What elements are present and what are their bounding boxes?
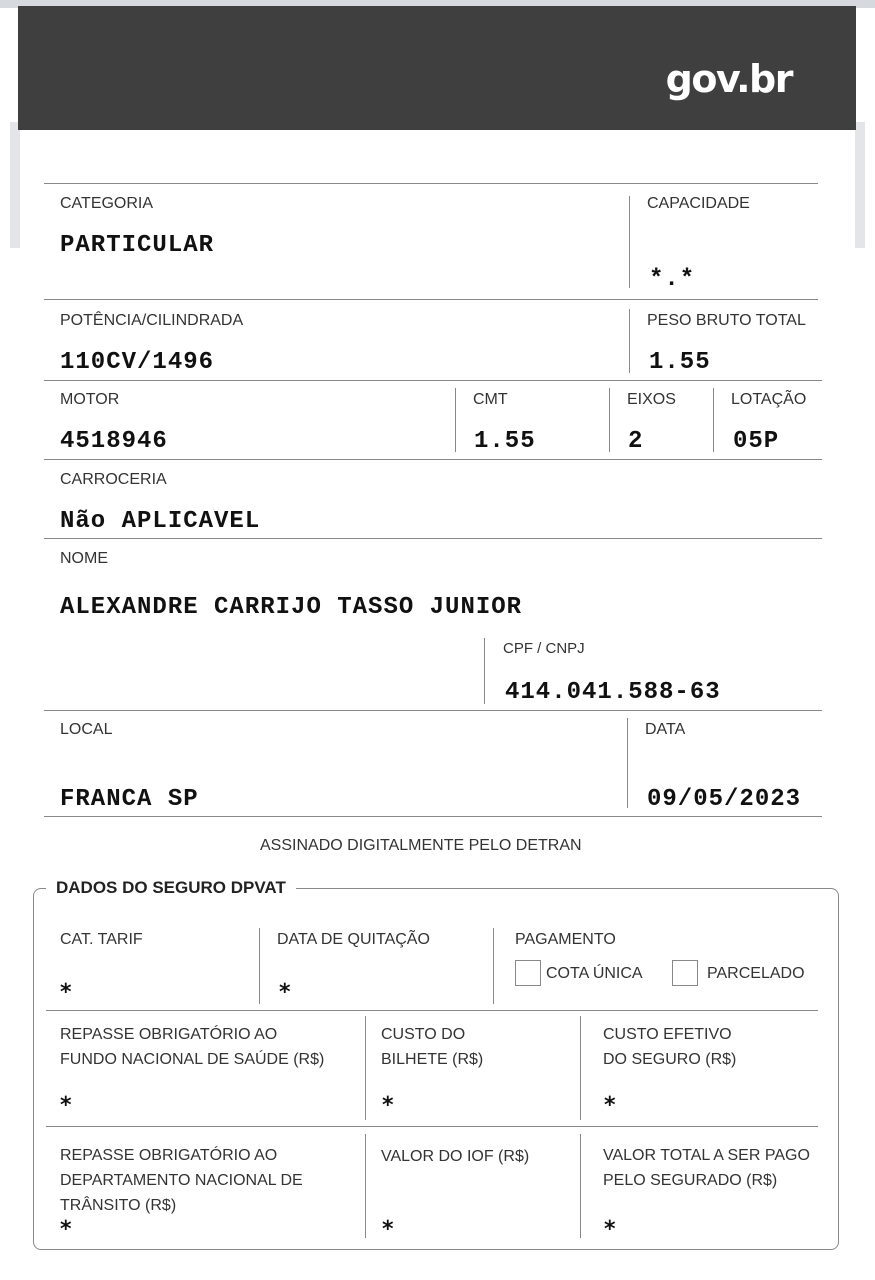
custo-bilhete-label-line: CUSTO DO <box>381 1026 466 1043</box>
categoria-label: CATEGORIA <box>60 195 154 212</box>
divider <box>46 1126 818 1127</box>
divider <box>44 816 822 817</box>
cat-tarif-value: * <box>60 980 72 1005</box>
cmt-value: 1.55 <box>474 428 536 455</box>
lotacao-value: 05P <box>733 428 780 455</box>
potencia-label: POTÊNCIA/CILINDRADA <box>60 312 244 329</box>
custo-efetivo-label <box>603 1022 736 1072</box>
repasse-saude-label <box>60 1022 324 1072</box>
left-edge <box>10 122 20 248</box>
local-value: FRANCA SP <box>60 786 199 813</box>
divider <box>44 183 818 184</box>
right-edge <box>855 122 865 248</box>
motor-value: 4518946 <box>60 428 168 455</box>
capacidade-label: CAPACIDADE <box>647 195 750 212</box>
custo-bilhete-label-line: BILHETE (R$) <box>381 1051 484 1068</box>
carroceria-label: CARROCERIA <box>60 471 167 488</box>
document-header <box>18 6 856 130</box>
capacidade-value: *.* <box>649 266 696 293</box>
divider <box>44 299 818 300</box>
repasse-transito-label <box>60 1143 303 1218</box>
repasse-saude-value: * <box>60 1093 72 1118</box>
data-label: DATA <box>645 721 686 738</box>
data-quitacao-value: * <box>279 980 291 1005</box>
divider <box>713 388 714 452</box>
parcelado-checkbox[interactable] <box>672 960 698 986</box>
divider <box>365 1134 366 1238</box>
repasse-transito-label-line: TRÂNSITO (R$) <box>60 1197 177 1214</box>
divider <box>580 1134 581 1238</box>
custo-bilhete-label <box>381 1022 483 1072</box>
data-value: 09/05/2023 <box>647 786 802 813</box>
valor-total-label-line: PELO SEGURADO (R$) <box>603 1172 778 1189</box>
nome-value: ALEXANDRE CARRIJO TASSO JUNIOR <box>60 594 523 621</box>
motor-label: MOTOR <box>60 391 120 408</box>
custo-efetivo-value: * <box>604 1093 616 1118</box>
divider <box>493 928 494 1004</box>
dpvat-title: DADOS DO SEGURO DPVAT <box>46 876 296 900</box>
divider <box>629 196 630 288</box>
valor-total-label <box>603 1143 810 1193</box>
cpf-value: 414.041.588-63 <box>505 679 721 706</box>
eixos-label: EIXOS <box>627 391 676 408</box>
custo-efetivo-label-line: DO SEGURO (R$) <box>603 1051 737 1068</box>
peso-value: 1.55 <box>649 349 711 376</box>
cota-unica-label: COTA ÚNICA <box>546 965 643 982</box>
repasse-saude-label-line: FUNDO NACIONAL DE SAÚDE (R$) <box>60 1051 325 1068</box>
divider <box>259 928 260 1004</box>
cpf-label: CPF / CNPJ <box>503 640 585 657</box>
categoria-value: PARTICULAR <box>60 232 215 259</box>
pagamento-label: PAGAMENTO <box>515 931 616 948</box>
repasse-transito-value: * <box>60 1217 72 1242</box>
valor-iof-value: * <box>382 1217 394 1242</box>
divider <box>629 309 630 373</box>
govbr-logo: gov.br <box>665 57 792 101</box>
divider <box>365 1016 366 1120</box>
carroceria-value: Não APLICAVEL <box>60 508 261 535</box>
eixos-value: 2 <box>628 428 644 455</box>
divider <box>44 538 822 539</box>
divider <box>609 388 610 452</box>
lotacao-label: LOTAÇÃO <box>731 391 807 408</box>
valor-total-label-line: VALOR TOTAL A SER PAGO <box>603 1147 810 1164</box>
cmt-label: CMT <box>473 391 508 408</box>
custo-efetivo-label-line: CUSTO EFETIVO <box>603 1026 732 1043</box>
valor-total-value: * <box>604 1217 616 1242</box>
divider <box>627 718 628 808</box>
divider <box>580 1016 581 1120</box>
custo-bilhete-value: * <box>382 1093 394 1118</box>
divider <box>44 459 822 460</box>
repasse-saude-label-line: REPASSE OBRIGATÓRIO AO <box>60 1026 278 1043</box>
signature-note: ASSINADO DIGITALMENTE PELO DETRAN <box>260 837 582 854</box>
divider <box>484 638 485 704</box>
repasse-transito-label-line: REPASSE OBRIGATÓRIO AO <box>60 1147 278 1164</box>
potencia-value: 110CV/1496 <box>60 349 215 376</box>
divider <box>44 710 822 711</box>
nome-label: NOME <box>60 550 108 567</box>
divider <box>455 388 456 452</box>
peso-label: PESO BRUTO TOTAL <box>647 312 806 329</box>
repasse-transito-label-line: DEPARTAMENTO NACIONAL DE <box>60 1172 303 1189</box>
parcelado-label: PARCELADO <box>707 965 805 982</box>
cat-tarif-label: CAT. TARIF <box>60 931 143 948</box>
cota-unica-checkbox[interactable] <box>515 960 541 986</box>
valor-iof-label: VALOR DO IOF (R$) <box>381 1148 530 1165</box>
data-quitacao-label: DATA DE QUITAÇÃO <box>277 931 430 948</box>
local-label: LOCAL <box>60 721 113 738</box>
divider <box>46 1010 818 1011</box>
divider <box>44 380 822 381</box>
